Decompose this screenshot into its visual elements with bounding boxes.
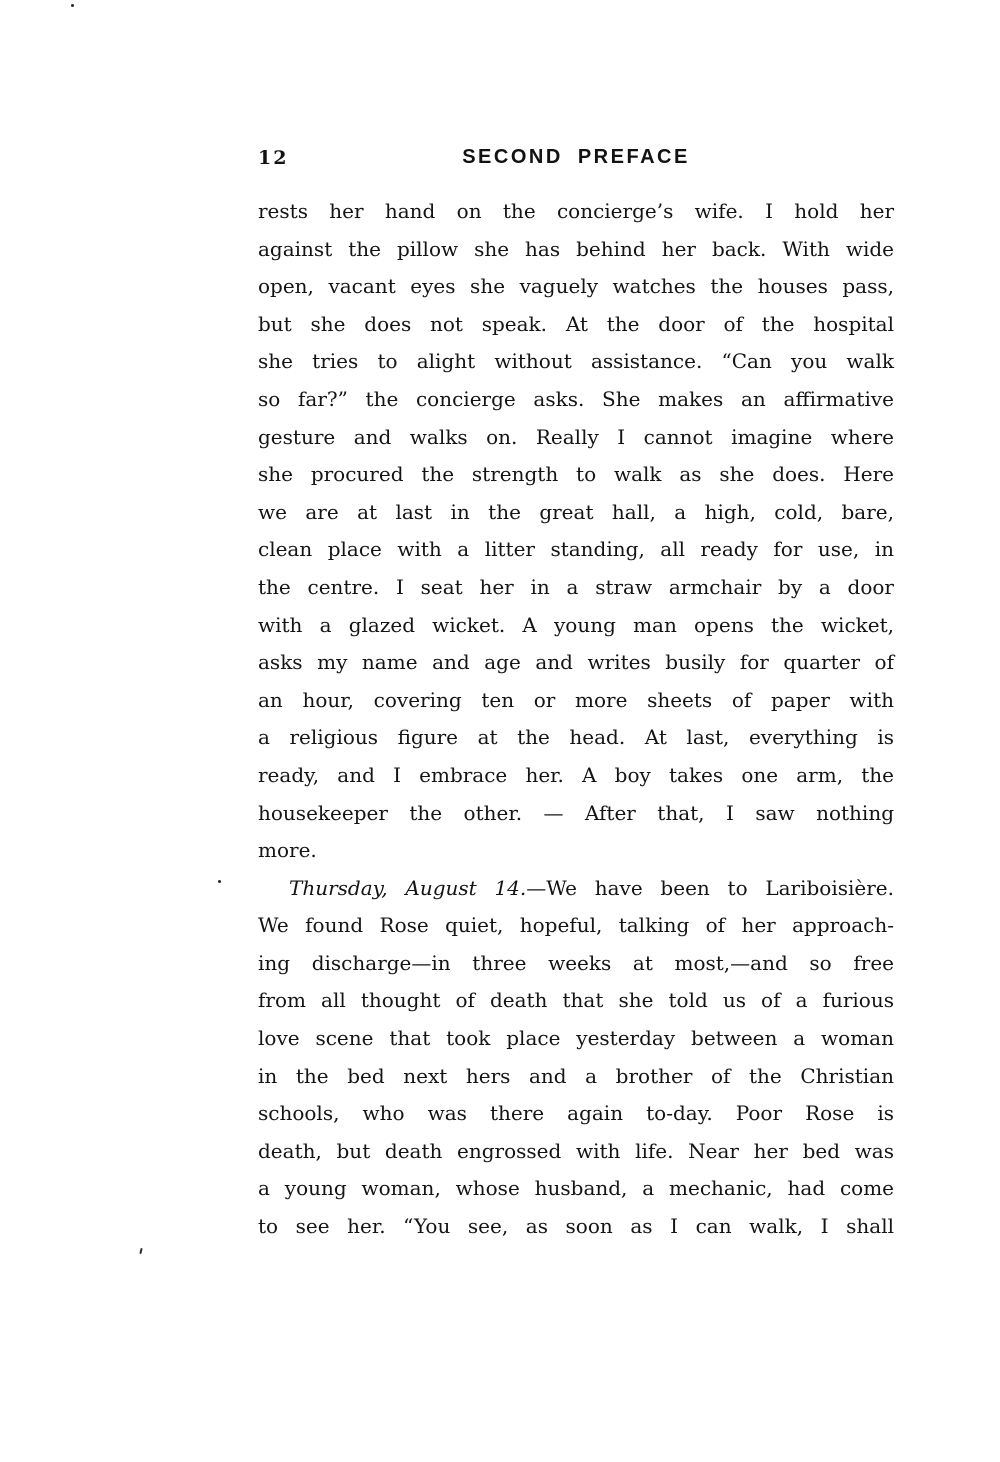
body-text: so far?” the concierge asks. She makes an affirmative xyxy=(258,386,894,411)
text-line xyxy=(258,1058,894,1096)
text-line xyxy=(258,569,894,607)
body-text: ready, and I embrace her. A boy takes one arm, the xyxy=(258,762,894,787)
text-line xyxy=(258,268,894,306)
scan-speck xyxy=(139,1248,142,1254)
body-text: the centre. I seat her in a straw armchair by a door xyxy=(258,574,894,599)
text-line xyxy=(258,456,894,494)
body-text: schools, who was there again to-day. Poor Rose is xyxy=(258,1101,894,1126)
text-line xyxy=(258,719,894,757)
page-header xyxy=(258,146,894,170)
page-text xyxy=(258,193,894,1246)
body-text: death, but death engrossed with life. Near her bed was xyxy=(258,1138,894,1163)
text-line xyxy=(258,682,894,720)
text-line xyxy=(258,343,894,381)
text-line xyxy=(258,832,894,870)
text-line xyxy=(258,1133,894,1171)
scan-speck xyxy=(71,4,74,7)
body-text: a young woman, whose husband, a mechanic, had come xyxy=(258,1176,894,1201)
running-title: SECOND PREFACE xyxy=(462,146,690,168)
text-line xyxy=(258,1095,894,1133)
body-text: with a glazed wicket. A young man opens the wicket, xyxy=(258,612,894,637)
body-text: an hour, covering ten or more sheets of paper with xyxy=(258,687,894,712)
page-number: 12 xyxy=(258,147,289,169)
body-text: housekeeper the other. — After that, I saw nothing xyxy=(258,800,894,825)
text-line xyxy=(258,494,894,532)
text-line xyxy=(258,231,894,269)
body-text: to see her. “You see, as soon as I can walk, I shall xyxy=(258,1214,894,1239)
body-text: ing discharge—in three weeks at most,—and so free xyxy=(258,950,894,975)
body-text: gesture and walks on. Really I cannot imagine where xyxy=(258,424,894,449)
body-text: she procured the strength to walk as she does. Here xyxy=(258,462,894,487)
text-line xyxy=(258,757,894,795)
body-text: from all thought of death that she told us of a furious xyxy=(258,988,894,1013)
text-line xyxy=(258,419,894,457)
body-text: We found Rose quiet, hopeful, talking of her approach- xyxy=(258,913,894,938)
text-line xyxy=(258,531,894,569)
scan-speck xyxy=(218,880,221,883)
body-text: but she does not speak. At the door of the hospital xyxy=(258,311,894,336)
body-text: we are at last in the great hall, a high, cold, bare, xyxy=(258,499,894,524)
body-text: in the bed next hers and a brother of the Christian xyxy=(258,1063,894,1088)
text-line xyxy=(258,193,894,231)
text-line xyxy=(258,306,894,344)
text-line xyxy=(258,607,894,645)
body-text: against the pillow she has behind her back. With wide xyxy=(258,236,894,261)
body-text: —We have been to Lariboisière. xyxy=(526,875,894,900)
body-text: love scene that took place yesterday between a woman xyxy=(258,1026,894,1051)
body-text: rests her hand on the concierge’s wife. I hold her xyxy=(258,199,894,223)
body-text: more. xyxy=(258,838,317,863)
body-text: open, vacant eyes she vaguely watches the houses pass, xyxy=(258,274,894,299)
text-line xyxy=(258,381,894,419)
text-line xyxy=(258,945,894,983)
text-line xyxy=(258,1208,894,1246)
body-text: a religious figure at the head. At last, everything is xyxy=(258,725,894,750)
text-line xyxy=(258,907,894,945)
text-line xyxy=(258,1020,894,1058)
body-text: clean place with a litter standing, all ready for use, in xyxy=(258,537,894,562)
text-line xyxy=(258,644,894,682)
italic-date-text: Thursday, August 14. xyxy=(289,875,527,900)
body-text: asks my name and age and writes busily for quarter of xyxy=(258,650,894,675)
text-line xyxy=(258,795,894,833)
text-line xyxy=(258,982,894,1020)
text-line xyxy=(258,1170,894,1208)
body-text: she tries to alight without assistance. “Can you walk xyxy=(258,349,894,374)
text-line xyxy=(258,870,894,908)
